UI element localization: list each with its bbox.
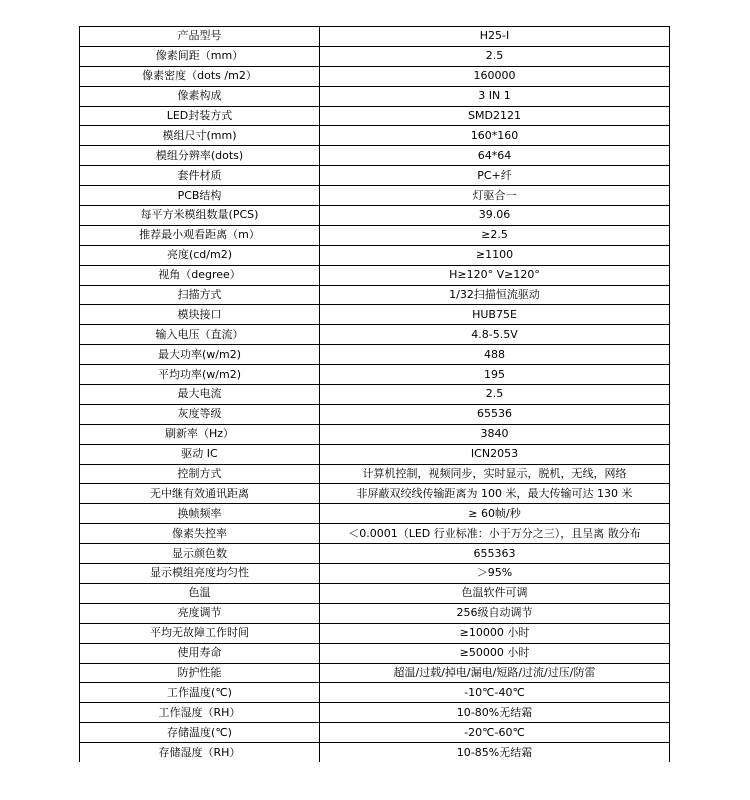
spec-row bbox=[80, 464, 670, 484]
spec-row bbox=[80, 206, 670, 226]
spec-row bbox=[80, 504, 670, 524]
spec-value-cell: 64*64 bbox=[320, 146, 670, 166]
spec-label-cell: 平均功率(w/m2) bbox=[80, 365, 320, 385]
spec-label-cell: 灰度等级 bbox=[80, 404, 320, 424]
spec-value-cell: 超温/过载/掉电/漏电/短路/过流/过压/防雷 bbox=[320, 663, 670, 683]
spec-value-cell: HUB75E bbox=[320, 305, 670, 325]
spec-table bbox=[79, 26, 670, 762]
spec-label-cell: 像素构成 bbox=[80, 86, 320, 106]
spec-value-cell: 160*160 bbox=[320, 126, 670, 146]
spec-row bbox=[80, 643, 670, 663]
spec-label-cell: 视角（degree） bbox=[80, 265, 320, 285]
spec-label-cell: 色温 bbox=[80, 583, 320, 603]
spec-value-cell: 160000 bbox=[320, 66, 670, 86]
spec-value-cell: ICN2053 bbox=[320, 444, 670, 464]
spec-label-cell: 模组尺寸(mm) bbox=[80, 126, 320, 146]
spec-value-cell: ≥ 60帧/秒 bbox=[320, 504, 670, 524]
spec-row bbox=[80, 444, 670, 464]
spec-value-cell: 色温软件可调 bbox=[320, 583, 670, 603]
spec-value-cell: 10-85%无结霜 bbox=[320, 743, 670, 762]
spec-value-cell: SMD2121 bbox=[320, 106, 670, 126]
spec-row bbox=[80, 663, 670, 683]
spec-label-cell: 产品型号 bbox=[80, 27, 320, 47]
spec-label-cell: 套件材质 bbox=[80, 166, 320, 186]
spec-value-cell: 2.5 bbox=[320, 46, 670, 66]
spec-value-cell: 39.06 bbox=[320, 206, 670, 226]
spec-label-cell: 亮度(cd/m2) bbox=[80, 245, 320, 265]
spec-value-cell: 655363 bbox=[320, 544, 670, 564]
spec-row bbox=[80, 166, 670, 186]
spec-label-cell: 工作湿度（RH） bbox=[80, 703, 320, 723]
spec-table-body bbox=[80, 27, 670, 762]
spec-value-cell: ≥1100 bbox=[320, 245, 670, 265]
spec-row bbox=[80, 743, 670, 762]
spec-row bbox=[80, 225, 670, 245]
spec-label-cell: 模块接口 bbox=[80, 305, 320, 325]
spec-value-cell: 488 bbox=[320, 345, 670, 365]
spec-row bbox=[80, 723, 670, 743]
spec-label-cell: 存储湿度（RH） bbox=[80, 743, 320, 762]
spec-value-cell: 1/32扫描恒流驱动 bbox=[320, 285, 670, 305]
spec-row bbox=[80, 305, 670, 325]
spec-label-cell: 扫描方式 bbox=[80, 285, 320, 305]
spec-label-cell: 模组分辨率(dots) bbox=[80, 146, 320, 166]
spec-value-cell: 灯驱合一 bbox=[320, 186, 670, 206]
spec-value-cell: 4.8-5.5V bbox=[320, 325, 670, 345]
spec-row bbox=[80, 544, 670, 564]
spec-label-cell: 防护性能 bbox=[80, 663, 320, 683]
spec-row bbox=[80, 703, 670, 723]
spec-row bbox=[80, 683, 670, 703]
spec-label-cell: 推荐最小观看距离（m） bbox=[80, 225, 320, 245]
spec-value-cell: ＜0.0001（LED 行业标准：小于万分之三），且呈离 散分布 bbox=[320, 524, 670, 544]
spec-value-cell: 65536 bbox=[320, 404, 670, 424]
spec-value-cell: ≥2.5 bbox=[320, 225, 670, 245]
spec-value-cell: 3840 bbox=[320, 424, 670, 444]
spec-row bbox=[80, 603, 670, 623]
spec-label-cell: 显示颜色数 bbox=[80, 544, 320, 564]
spec-row bbox=[80, 583, 670, 603]
spec-row bbox=[80, 106, 670, 126]
spec-label-cell: 控制方式 bbox=[80, 464, 320, 484]
spec-value-cell: ＞95% bbox=[320, 564, 670, 584]
spec-label-cell: 存储温度(℃) bbox=[80, 723, 320, 743]
spec-label-cell: 平均无故障工作时间 bbox=[80, 623, 320, 643]
spec-value-cell: 195 bbox=[320, 365, 670, 385]
spec-value-cell: ≥50000 小时 bbox=[320, 643, 670, 663]
spec-label-cell: 输入电压（直流） bbox=[80, 325, 320, 345]
spec-row bbox=[80, 404, 670, 424]
spec-value-cell: PC+纤 bbox=[320, 166, 670, 186]
spec-label-cell: 最大功率(w/m2) bbox=[80, 345, 320, 365]
spec-row bbox=[80, 86, 670, 106]
spec-row bbox=[80, 27, 670, 47]
spec-label-cell: 无中继有效通讯距离 bbox=[80, 484, 320, 504]
spec-label-cell: 像素密度（dots /m2） bbox=[80, 66, 320, 86]
spec-label-cell: 换帧频率 bbox=[80, 504, 320, 524]
spec-row bbox=[80, 285, 670, 305]
spec-label-cell: 刷新率（Hz） bbox=[80, 424, 320, 444]
spec-row bbox=[80, 186, 670, 206]
spec-label-cell: 像素间距（mm） bbox=[80, 46, 320, 66]
spec-label-cell: LED封装方式 bbox=[80, 106, 320, 126]
spec-label-cell: 亮度调节 bbox=[80, 603, 320, 623]
spec-row bbox=[80, 385, 670, 405]
spec-value-cell: 计算机控制，视频同步，实时显示，脱机，无线，网络 bbox=[320, 464, 670, 484]
spec-row bbox=[80, 484, 670, 504]
spec-row bbox=[80, 66, 670, 86]
spec-row bbox=[80, 146, 670, 166]
spec-row bbox=[80, 365, 670, 385]
spec-value-cell: 3 IN 1 bbox=[320, 86, 670, 106]
spec-value-cell: -20℃-60℃ bbox=[320, 723, 670, 743]
spec-label-cell: 使用寿命 bbox=[80, 643, 320, 663]
spec-row bbox=[80, 245, 670, 265]
spec-row bbox=[80, 126, 670, 146]
spec-row bbox=[80, 524, 670, 544]
spec-row bbox=[80, 265, 670, 285]
spec-label-cell: PCB结构 bbox=[80, 186, 320, 206]
spec-label-cell: 显示模组亮度均匀性 bbox=[80, 564, 320, 584]
spec-row bbox=[80, 424, 670, 444]
spec-value-cell: H25-I bbox=[320, 27, 670, 47]
spec-label-cell: 每平方米模组数量(PCS) bbox=[80, 206, 320, 226]
spec-label-cell: 工作温度(℃) bbox=[80, 683, 320, 703]
spec-row bbox=[80, 46, 670, 66]
spec-value-cell: H≥120° V≥120° bbox=[320, 265, 670, 285]
spec-value-cell: ≥10000 小时 bbox=[320, 623, 670, 643]
spec-value-cell: 10-80%无结霜 bbox=[320, 703, 670, 723]
spec-row bbox=[80, 325, 670, 345]
spec-row bbox=[80, 345, 670, 365]
spec-value-cell: -10℃-40℃ bbox=[320, 683, 670, 703]
spec-value-cell: 2.5 bbox=[320, 385, 670, 405]
spec-label-cell: 像素失控率 bbox=[80, 524, 320, 544]
spec-row bbox=[80, 564, 670, 584]
spec-row bbox=[80, 623, 670, 643]
spec-value-cell: 非屏蔽双绞线传输距离为 100 米，最大传输可达 130 米 bbox=[320, 484, 670, 504]
spec-label-cell: 最大电流 bbox=[80, 385, 320, 405]
spec-value-cell: 256级自动调节 bbox=[320, 603, 670, 623]
spec-label-cell: 驱动 IC bbox=[80, 444, 320, 464]
